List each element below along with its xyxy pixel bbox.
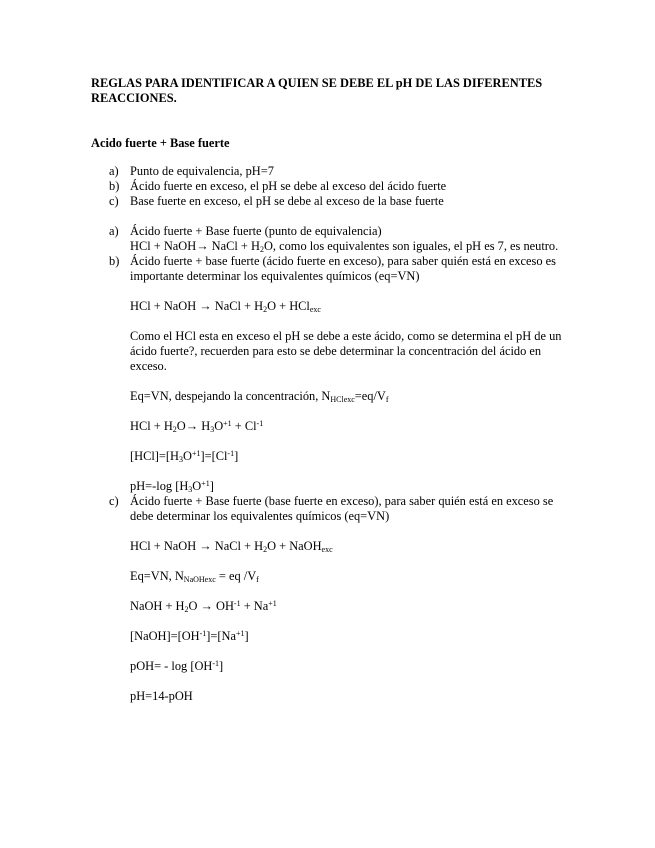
subscript: HClexc [330,395,355,404]
poh-formula [130,659,579,674]
eq-text: Eq=VN, despejando la concentración, N [130,389,331,403]
eq-text: pH=-log [H [130,479,189,493]
eq-text: , como los equivalentes son iguales, el pH es 7, es neutro. [272,239,559,253]
concentration-equality [130,449,579,464]
list-marker: c) [109,194,119,208]
ph-formula [130,479,579,494]
subscript: 2 [263,305,268,314]
superscript: +1 [201,479,210,488]
document-title: REGLAS PARA IDENTIFICAR A QUIEN SE DEBE EL pH DE LAS DIFERENTES REACCIONES. [91,76,543,105]
eq-text: O [214,419,224,433]
list-item-text: Ácido fuerte en exceso, el pH se debe al exceso del ácido fuerte [130,179,447,193]
eq-text: NaCl + H [208,239,260,253]
concentration-equality [130,629,579,644]
eq-text: ] [209,479,214,493]
eq-text: O [182,449,192,463]
dissociation-equation [130,599,579,614]
subscript: NaOHexc [183,575,216,584]
eq-text: ]=[Na [206,629,236,643]
subscript: 3 [210,425,215,434]
subscript: 2 [172,425,177,434]
summary-list [109,164,579,209]
eq-text: HCl + NaOH → NaCl + H [130,299,264,313]
concentration-formula [130,389,579,404]
list-marker: b) [109,254,120,268]
eq-text: O [263,239,273,253]
superscript: +1 [268,599,277,608]
list-item [109,179,579,194]
section-heading: Acido fuerte + Base fuerte [91,136,230,150]
arrow-symbol: → [196,239,209,253]
detail-a-heading: Ácido fuerte + Base fuerte (punto de equivalencia) [130,224,382,238]
eq-text: O + NaOH [267,539,322,553]
list-item [109,164,579,179]
superscript: +1 [223,419,232,428]
subscript: exc [309,305,321,314]
eq-text: = eq /V [215,569,257,583]
subscript: 3 [188,485,193,494]
subscript: exc [321,545,333,554]
reaction-equation [130,299,579,314]
dissociation-equation [130,419,579,434]
superscript: -1 [233,599,241,608]
detail-a-equation [130,239,579,254]
list-marker: a) [109,164,119,178]
eq-text: NaOH + H [130,599,185,613]
eq-text: [NaOH]=[OH [130,629,200,643]
list-item-text: Base fuerte en exceso, el pH se debe al exceso de la base fuerte [130,194,444,208]
detail-c-heading: Ácido fuerte + Base fuerte (base fuerte en exceso), para saber quién está en exceso se debe determinar los equivalentes químicos (eq=VN) [130,494,554,523]
detail-item-b [109,254,579,494]
superscript: +1 [235,629,245,638]
superscript: -1 [212,659,220,668]
eq-text: =eq/V [354,389,386,403]
eq-text: O → OH [188,599,234,613]
eq-text: pOH= - log [OH [130,659,213,673]
eq-text: ] [219,659,224,673]
subscript: 3 [178,455,183,464]
eq-text: + Cl [231,419,257,433]
superscript: -1 [256,419,264,428]
explanation-paragraph: Como el HCl esta en exceso el pH se debe a este ácido, como se determina el pH de un ácido fuerte?, recuerden para esto se debe determinar la concentración del ácido en exceso. [130,329,562,373]
eq-text: Eq=VN, N [130,569,184,583]
superscript: -1 [199,629,207,638]
subscript: 2 [263,545,268,554]
eq-text: ] [234,449,239,463]
superscript: -1 [227,449,235,458]
detail-item-a [109,224,579,254]
eq-text: O + HCl [267,299,310,313]
list-item [109,194,579,209]
eq-text: ] [244,629,249,643]
list-marker: b) [109,179,120,193]
eq-text: HCl + NaOH → NaCl + H [130,539,264,553]
subscript: f [385,395,389,404]
ph-from-poh-formula: pH=14-pOH [130,689,193,703]
eq-text: ]=[Cl [200,449,228,463]
eq-text: HCl + H [130,419,173,433]
eq-text: + Na [240,599,269,613]
list-marker: c) [109,494,119,508]
superscript: +1 [191,449,201,458]
detail-item-c [109,494,579,704]
list-marker: a) [109,224,119,238]
eq-text: [HCl]=[H [130,449,179,463]
reaction-equation [130,539,579,554]
detail-b-heading: Ácido fuerte + base fuerte (ácido fuerte en exceso), para saber quién está en exceso es importante determinar los equivalentes químicos (eq=VN) [130,254,556,283]
eq-text: O [192,479,202,493]
subscript: 2 [259,245,264,254]
eq-text: O→ H [176,419,211,433]
detail-list [109,224,579,704]
concentration-formula [130,569,579,584]
subscript: f [256,575,259,584]
list-item-text: Punto de equivalencia, pH=7 [130,164,274,178]
subscript: 2 [184,605,189,614]
eq-text: HCl + NaOH [130,239,197,253]
